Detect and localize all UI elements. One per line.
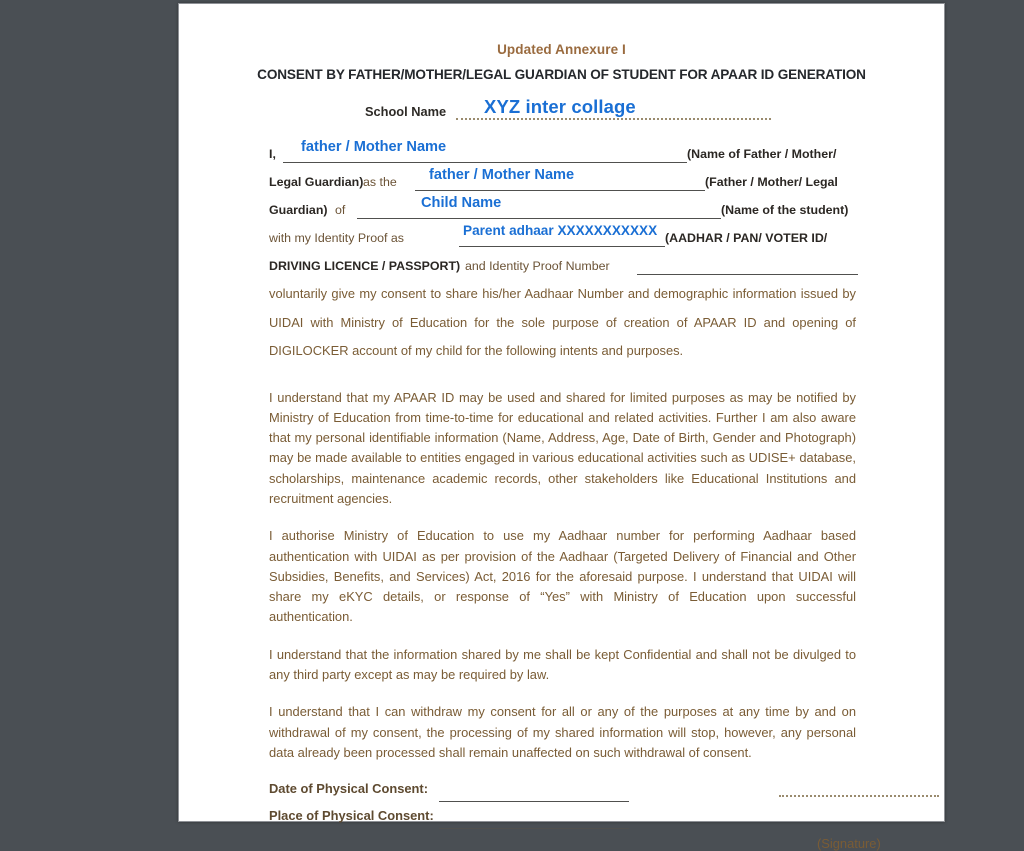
place-of-consent-label: Place of Physical Consent: [269, 808, 434, 824]
consent-body [179, 280, 944, 763]
paragraph-authorisation: I authorise Ministry of Education to use my Aadhaar number for performing Aadhaar based authentication with UIDAI as per provision of the Aadhaar (Targeted Delivery of Financial and Other Subsidies, Benefits, and Services) Act, 2016 for the aforesaid purpose. I understand that UIDAI will share my eKYC details, or response of “Yes” with Ministry of Education upon successful authentication. [269, 528, 856, 625]
place-of-consent-row [269, 808, 881, 851]
annexure-title: Updated Annexure I [497, 42, 626, 57]
consent-form-fields [179, 140, 944, 280]
form-line1-prefix: I, [269, 147, 276, 161]
form-line1-value[interactable]: father / Mother Name [301, 139, 447, 155]
form-line5-blank[interactable] [637, 274, 858, 275]
form-line-identity-number [269, 252, 856, 280]
signature-dotted-rule [779, 795, 939, 797]
form-line3-suffix: (Name of the student) [721, 203, 849, 217]
form-line3-prefix-reg: of [335, 203, 346, 217]
date-of-consent-blank[interactable] [439, 801, 629, 802]
paragraph-spacer [269, 509, 856, 526]
form-line2-prefix-bold: Legal Guardian) [269, 175, 364, 189]
school-name-label: School Name [365, 104, 447, 119]
school-name-value[interactable]: XYZ inter collage [484, 96, 636, 117]
paragraph-spacer [269, 366, 856, 388]
paragraph-consent-grant: voluntarily give my consent to share his/her Aadhaar Number and demographic information issued by UIDAI with Ministry of Education for the sole purpose of creation of APAAR ID and opening of DIGILOCKER account of my child for the following intents and purposes. [269, 286, 856, 358]
document-content [179, 4, 944, 851]
form-line5-bold: DRIVING LICENCE / PASSPORT) [269, 259, 461, 273]
school-name-dotted-rule [456, 118, 771, 120]
paragraph-confidentiality: I understand that the information shared by me shall be kept Confidential and shall not be divulged to any third party except as may be required by law. [269, 646, 856, 683]
document-page [178, 3, 945, 851]
form-line4-suffix: (AADHAR / PAN/ VOTER ID/ [665, 231, 828, 245]
form-line2-prefix-reg: as the [363, 175, 397, 189]
school-name-row [179, 96, 944, 122]
date-of-consent-row [269, 781, 856, 808]
paragraph-spacer [269, 685, 856, 702]
form-line1-suffix: (Name of Father / Mother/ [687, 147, 837, 161]
page-title: CONSENT BY FATHER/MOTHER/LEGAL GUARDIAN OF STUDENT FOR APAAR ID GENERATION [257, 67, 866, 82]
form-line4-value[interactable]: Parent adhaar XXXXXXXXXXX [463, 223, 658, 238]
form-line5-reg: and Identity Proof Number [465, 259, 610, 273]
place-of-consent-blank[interactable] [439, 828, 629, 829]
form-line4-prefix: with my Identity Proof as [269, 231, 404, 245]
form-line2-suffix: (Father / Mother/ Legal [705, 175, 838, 189]
paragraph-withdrawal: I understand that I can withdraw my consent for all or any of the purposes at any time by and on withdrawal of my consent, the processing of my shared information will stop, however, any personal data already been processed shall remain unaffected on such withdrawal of consent. [269, 704, 856, 760]
paragraph-spacer [269, 628, 856, 645]
paragraph-apaar-usage: I understand that my APAAR ID may be used and shared for limited purposes as may be notified by Ministry of Education from time-to-time for educational and related activities. Further I am also aware that my personal identifiable information (Name, Address, Age, Date of Birth, Gender and Photograph) may be made available to entities engaged in various educational activities such as UDISE+ database, scholarships, maintenance academic records, other stakeholders like Educational Institutions and recruitment agencies. [269, 389, 856, 506]
form-line-relationship [269, 168, 856, 196]
form-line2-value[interactable]: father / Mother Name [429, 167, 575, 183]
signature-label: (Signature) [817, 836, 881, 851]
form-line3-value[interactable]: Child Name [421, 195, 502, 211]
form-line4-blank[interactable] [459, 246, 665, 247]
form-line-identity-proof [269, 224, 856, 252]
form-line3-prefix-bold: Guardian) [269, 203, 328, 217]
signature-section [179, 781, 944, 851]
date-of-consent-label: Date of Physical Consent: [269, 781, 429, 797]
